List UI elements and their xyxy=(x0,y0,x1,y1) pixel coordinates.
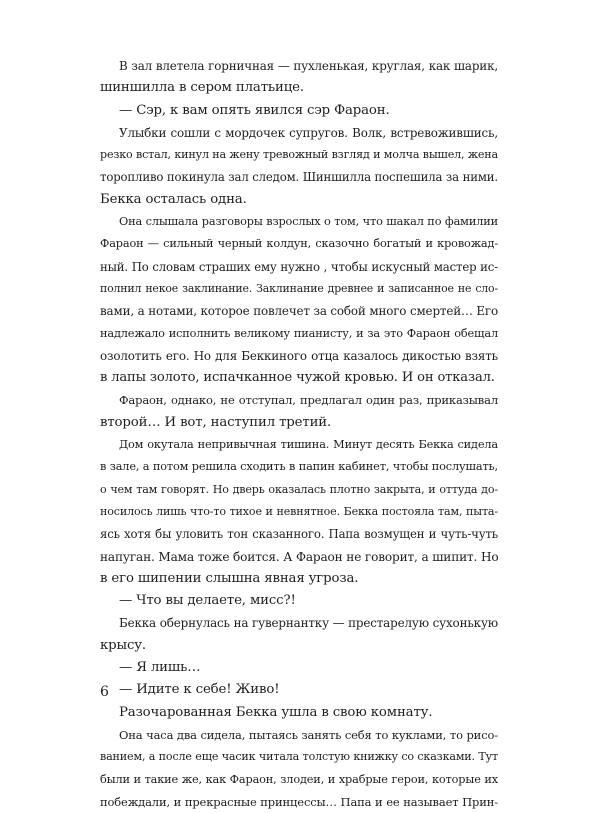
text-line: Фараон — сильный черный колдун, сказочно богатый и кровожад- xyxy=(100,237,498,251)
text-line: в лапы золото, испачканное чужой кровью. И он отказал. xyxy=(100,370,495,386)
text-line: Улыбки сошли с мордочек супругов. Волк, встревожившись, xyxy=(119,125,498,140)
text-line: ный. По словам страших ему нужно , чтобы искусный мастер ис- xyxy=(100,259,498,274)
text-line: были и такие же, как Фараон, злодеи, и храбрые герои, которые их xyxy=(100,772,498,786)
text-line: ясь хотя бы уловить тон сказанного. Папа возмущен и чуть-чуть xyxy=(100,527,498,542)
text-line: — Идите к себе! Живо! xyxy=(119,682,280,698)
text-line: в зале, а потом решила сходить в папин кабинет, чтобы послушать, xyxy=(100,460,498,474)
text-line: о чем там говорят. Но дверь оказалась плотно закрыта, и оттуда до- xyxy=(100,482,498,496)
text-line: в его шипении слышна явная угроза. xyxy=(100,570,359,586)
text-line: Она часа два сидела, пытаясь занять себя то куклами, то рисо- xyxy=(119,727,498,742)
text-line: — Я лишь… xyxy=(119,660,201,676)
text-line: резко встал, кинул на жену тревожный взгляд и молча вышел, жена xyxy=(100,148,498,162)
text-line: Она слышала разговоры взрослых о том, что шакал по фамилии xyxy=(119,215,498,229)
text-line: полнил некое заклинание. Заклинание древнее и записанное не сло- xyxy=(100,281,498,295)
text-line: озолотить его. Но для Беккиного отца казалось дикостью взять xyxy=(100,348,498,363)
text-line: — Сэр, к вам опять явился сэр Фараон. xyxy=(119,102,390,118)
text-line: торопливо покинула зал следом. Шиншилла поспешила за ними. xyxy=(100,170,498,185)
page-number: 6 xyxy=(100,684,109,700)
text-line: В зал влетела горничная — пухленькая, круглая, как шарик, xyxy=(119,59,498,73)
text-line: побеждали, и прекрасные принцессы… Папа и ее называет Прин- xyxy=(100,794,498,809)
text-line: Разочарованная Бекка ушла в свою комнату. xyxy=(119,704,433,720)
text-line: надлежало исполнить великому пианисту, и за это Фараон обещал xyxy=(100,326,498,340)
text-line: носилось лишь что-то тихое и невнятное. Бекка постояла там, пыта- xyxy=(100,504,498,518)
text-line: напуган. Мама тоже боится. А Фараон не говорит, а шипит. Но xyxy=(100,549,499,564)
text-line: второй… И вот, наступил третий. xyxy=(100,414,332,430)
text-line: вами, а нотами, которое повлечет за собой много смертей… Его xyxy=(100,304,498,319)
text-line: крысу. xyxy=(100,637,147,653)
body-text xyxy=(100,55,498,813)
text-line: — Что вы делаете, мисс?! xyxy=(119,593,296,609)
text-line: ванием, а после еще часик читала толстую книжку со сказками. Тут xyxy=(100,750,498,764)
text-line: Фараон, однако, не отступал, предлагал один раз, приказывал xyxy=(119,393,498,408)
text-line: Дом окутала непривычная тишина. Минут десять Бекка сидела xyxy=(119,438,498,452)
text-line: шиншилла в сером платьице. xyxy=(100,80,304,96)
text-line: Бекка осталась одна. xyxy=(100,191,247,207)
text-line: Бекка обернулась на гувернантку — престарелую сухонькую xyxy=(119,616,498,631)
